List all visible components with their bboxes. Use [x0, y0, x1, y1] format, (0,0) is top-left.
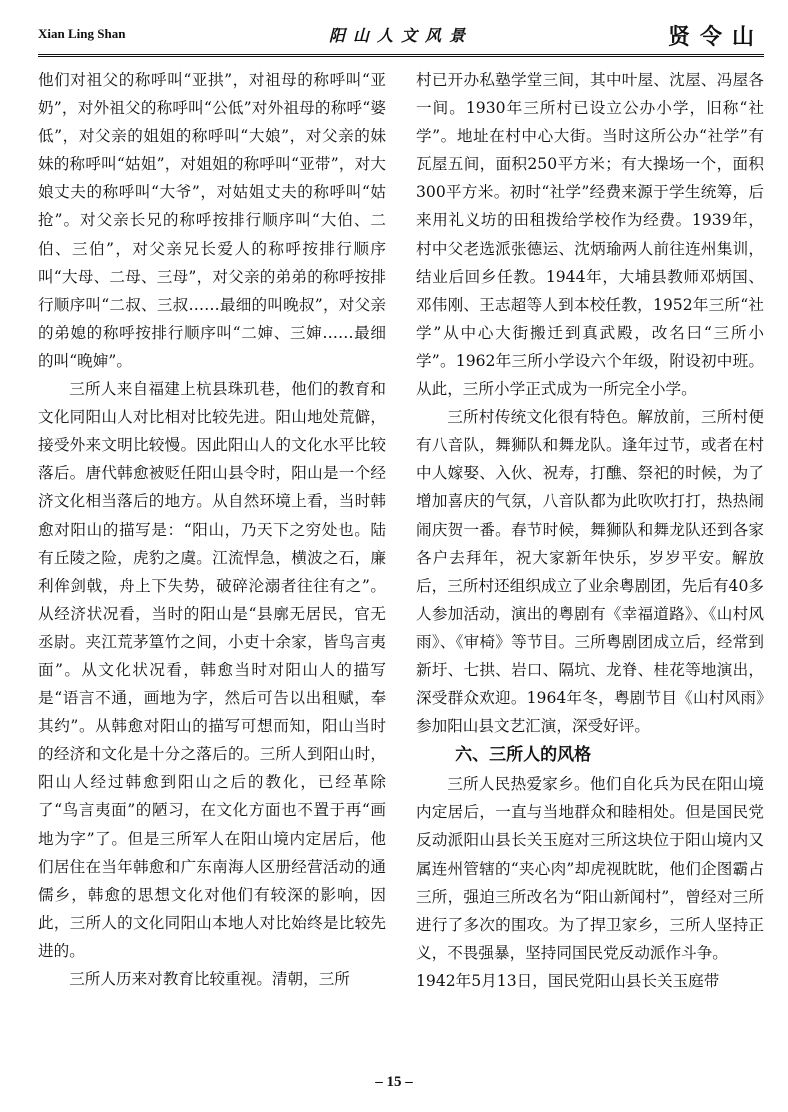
paragraph: 三所村传统文化很有特色。解放前，三所村便有八音队，舞狮队和舞龙队。逢年过节，或者在村中人嫁娶、入伙、祝寿，打醮、祭祀的时候，为了增加喜庆的气氛，八音队都为此吹吹打打，热热闹闹庆贺一番。春节时候，舞狮队和舞龙队还到各家各户去拜年，祝大家新年快乐，岁岁平安。解放后，三所村还组织成立了业余粤剧团，先后有40多人参加活动，演出的粤剧有《幸福道路》、《山村风雨》、《审椅》等节目。三所粤剧团成立后，经常到新圩、七拱、岩口、隔坑、龙脊、桂花等地演出，深受群众欢迎。1964年冬，粤剧节目《山村风雨》参加阳山县文艺汇演，深受好评。	[416, 408, 764, 736]
paragraph: 三所人来自福建上杭县珠玑巷，他们的教育和文化同阳山人对比相对比较先进。阳山地处荒僻，接受外来文明比较慢。因此阳山人的文化水平比较落后。唐代韩愈被贬任阳山县令时，阳山是一个经济文化相当落后的地方。从自然环境上看，当时韩愈对阳山的描写是：“阳山，乃天下之穷处也。陆有丘陵之险，虎豹之虞。江流悍急，横波之石，廉利侔剑戟，舟上下失势，破碎沦溺者往往有之”。从经济状况看，当时的阳山是“县廓无居民，官无丞尉。夹江荒茅篁竹之间，小吏十余家，皆鸟言夷面”。从文化状况看，韩愈当时对阳山人的描写是“语言不通，画地为字，然后可告以出租赋，奉其约”。从韩愈对阳山的描写可想而知，阳山当时的经济和文化是十分之落后的。三所人到阳山时，阳山人经过韩愈到阳山之后的教化，已经革除了“鸟言夷面”的陋习，在文化方面也不置于再“画地为字”了。但是三所军人在阳山境内定居后，他们居住在当年韩愈和广东南海人区册经营活动的通儒乡，韩愈的思想文化对他们有较深的影响，因此，三所人的文化同阳山本地人对比始终是比较先进的。	[38, 380, 386, 960]
paragraph: 他们对祖父的称呼叫“亚拱”，对祖母的称呼叫“亚奶”，对外祖父的称呼叫“公低”对外祖母的称呼“婆低”，对父亲的姐姐的称呼叫“大娘”，对父亲的妹妹的称呼叫“姑姐”，对姐姐的称呼叫“亚带”，对大娘丈夫的称呼叫“大爷”，对姑姐丈夫的称呼叫“姑抢”。对父亲长兄的称呼按排行顺序叫“大伯、二伯、三伯”，对父亲兄长爱人的称呼按排行顺序叫“大母、二母、三母”，对父亲的弟弟的称呼按排行顺序叫“二叔、三叔……最细的叫晚叔”，对父亲的弟媳的称呼按排行顺序叫“二婶、三婶……最细的叫“晚婶”。	[38, 71, 386, 370]
paragraph: 三所人民热爱家乡。他们自化兵为民在阳山境内定居后，一直与当地群众和睦相处。但是国民党反动派阳山县长关玉庭对三所这块位于阳山境内又属连州管辖的“夹心肉”却虎视眈眈，他们企图霸占三所，强迫三所改名为“阳山新闻村”，曾经对三所进行了多次的围攻。为了捍卫家乡，三所人坚持正义，不畏强暴，坚持同国民党反动派作斗争。	[416, 775, 764, 962]
page-number: – 15 –	[375, 1074, 413, 1090]
running-header	[38, 20, 764, 57]
header-center-title: 阳山人文风景	[328, 26, 473, 45]
paragraph: 三所人历来对教育比较重视。清朝，三所	[69, 970, 350, 988]
header-left-title: Xian Ling Shan	[38, 26, 126, 41]
paragraph: 村已开办私塾学堂三间，其中叶屋、沈屋、冯屋各一间。1930年三所村已设立公办小学，旧称“社学”。地址在村中心大街。当时这所公办“社学”有瓦屋五间，面积250平方米；有大操场一个，面积300平方米。初时“社学”经费来源于学生统筹，后来用礼义坊的田租拨给学校作为经费。1939年，村中父老选派张德运、沈炳瑜两人前往连州集训，结业后回乡任教。1944年，大埔县教师邓炳国、邓伟刚、王志超等人到本校任教，1952年三所“社学”从中心大街搬迁到真武殿，改名曰“三所小学”。1962年三所小学设六个年级，附设初中班。从此，三所小学正式成为一所完全小学。	[416, 71, 764, 399]
left-column	[38, 66, 386, 993]
section-heading: 六、三所人的风格	[455, 745, 592, 766]
paragraph: 1942年5月13日，国民党阳山县长关玉庭带	[416, 971, 720, 990]
header-right-title: 贤令山	[667, 24, 764, 50]
right-column	[416, 66, 764, 995]
